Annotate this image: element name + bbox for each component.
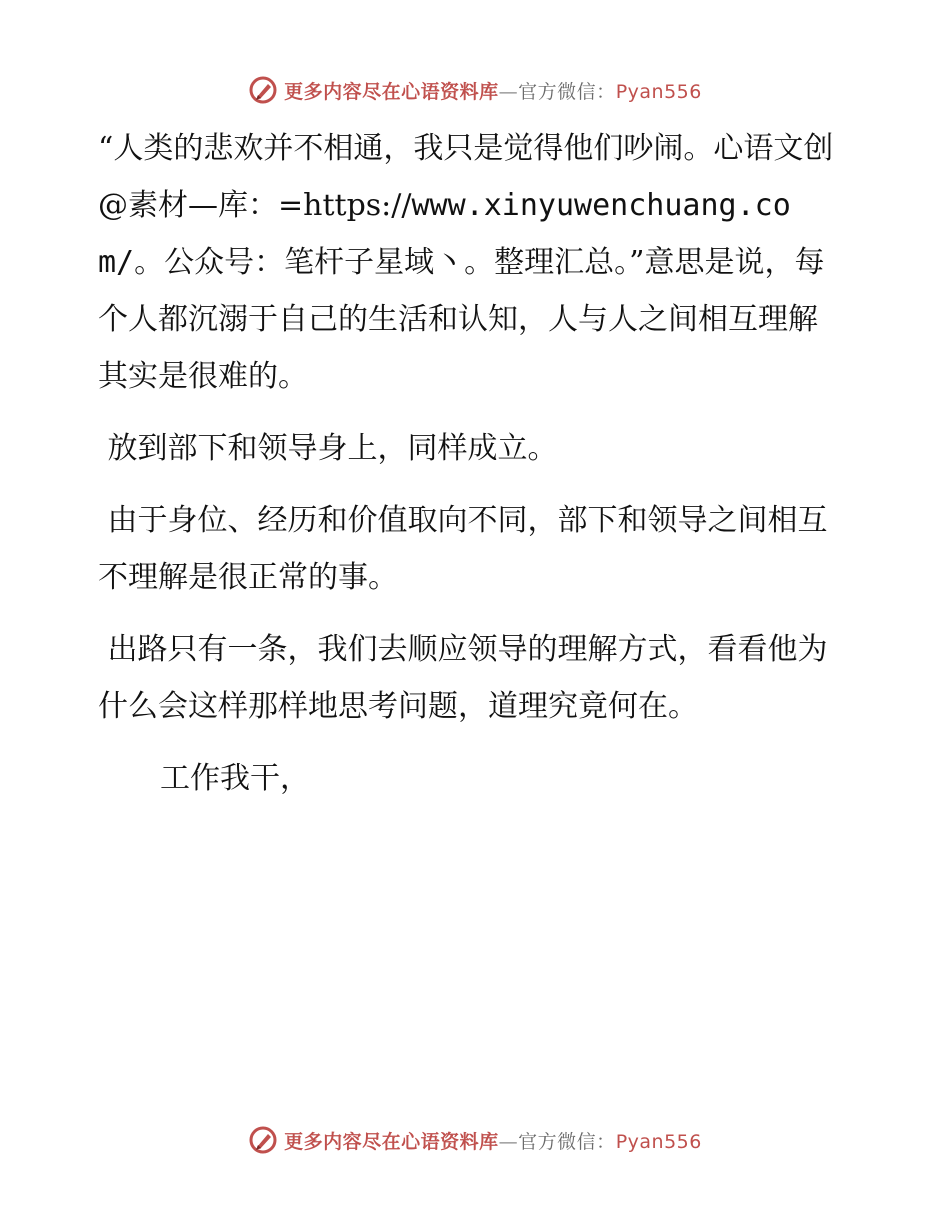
footer-banner-wechat-label: 官方微信：	[518, 1130, 616, 1153]
footer-banner-dash: —	[498, 1130, 519, 1153]
footer-banner-title: 更多内容尽在心语资料库	[284, 1130, 499, 1153]
paragraph-3: 由于身位、经历和价值取向不同，部下和领导之间相互不理解是很正常的事。	[98, 503, 828, 595]
header-banner-dash: —	[498, 80, 519, 103]
footer-banner-text	[284, 1127, 702, 1154]
footer-banner-wechat-id: Pyan556	[615, 1130, 702, 1153]
header-banner-wechat-id: Pyan556	[615, 80, 702, 103]
paragraph-1-part-a: “人类的悲欢并不相通，我只是觉得他们吵闹。心语文创@素材—库：=https://	[98, 131, 834, 223]
paragraph-5: 工作我干，	[160, 761, 310, 796]
paragraph-1-part-c: 。公众号：笔杆子星域丶。整理汇总。”意思是说，每个人都沉溺于自己的生活和认知，人与人之间相互理解其实是很难的。	[98, 245, 825, 394]
header-banner-wechat-label: 官方微信：	[518, 80, 616, 103]
header-banner-title: 更多内容尽在心语资料库	[284, 80, 499, 103]
pen-logo-icon	[248, 1125, 278, 1155]
paragraph-1	[98, 120, 838, 405]
header-banner-text	[284, 77, 702, 104]
paragraph-4: 出路只有一条，我们去顺应领导的理解方式，看看他为什么会这样那样地思考问题，道理究竟何在。	[98, 632, 828, 724]
document-body	[98, 120, 838, 822]
pen-logo-icon	[248, 75, 278, 105]
website-link[interactable]: www.xinyuwenchuang.com/	[98, 188, 791, 280]
paragraph-2: 放到部下和领导身上，同样成立。	[98, 431, 558, 466]
footer-banner	[0, 1120, 950, 1160]
header-banner	[0, 70, 950, 110]
